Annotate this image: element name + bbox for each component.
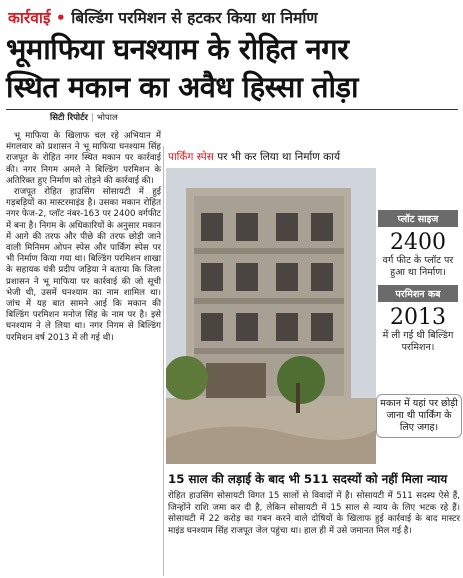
byline-separator: | bbox=[90, 113, 94, 123]
byline-city: भोपाल bbox=[96, 113, 118, 123]
headline bbox=[6, 30, 458, 106]
column-divider bbox=[163, 146, 164, 576]
headline-line-1: भूमाफिया घनश्याम के रोहित नगर bbox=[6, 32, 349, 66]
sub-article-body: रोहित हाउसिंग सोसायटी विगत 15 सालों से विवादों में है। सोसायटी में 511 सदस्य ऐसे हैं, जिन्होंने राशि जमा कर दी है, लेकिन सोसायटी में 15 साल से न्याय के लिए भटक रहे हैं। सोसायटी में 22 करोड़ का गबन करने वाले दोषियों के खिलाफ हुई कार्रवाई के बाद मास्टर माइंड घनश्याम सिंह राजपूत जेल पहुंचा था। हाल ही में उसे जमानत मिल गई है। bbox=[168, 491, 460, 536]
photo-caption-highlight: पार्किंग स्पेस bbox=[168, 151, 214, 163]
fact-sidebar bbox=[378, 210, 458, 360]
headline-rule bbox=[6, 109, 458, 110]
photo-caption-text: पर भी कर लिया था निर्माण कार्य bbox=[213, 151, 341, 163]
kicker-line bbox=[8, 6, 458, 28]
building-photo bbox=[166, 168, 376, 464]
headline-line-2: स्थित मकान का अवैध हिस्सा तोड़ा bbox=[6, 70, 359, 104]
article-body bbox=[6, 131, 161, 344]
byline-reporter: सिटी रिपोर्टर bbox=[50, 113, 88, 123]
fact-permission-text: में ली गई थी बिल्डिंग परमिशन। bbox=[382, 330, 454, 353]
kicker-bullet: • bbox=[55, 9, 66, 27]
article-paragraph-2: राजपूत रोहित हाउसिंग सोसायटी में हुई गड़बड़ियों का मास्टरमाइंड है। उसका मकान रोहित नगर फेज-2, प्लॉट नंबर-163 पर 2400 वर्गफीट में बना है। निगम के अधिकारियों के अनुसार मकान में आगे की तरफ और पीछे की तरफ छोड़ी जाने वाली मिनिमम ओपन स्पेस और पार्किंग स्पेस पर भी निर्माण किया गया था। बिल्डिंग परमिशन शाखा के सहायक यंत्री प्रदीप जड़िया ने बताया कि जिला प्रशासन ने भू माफिया पर कार्रवाई की जो सूची भेजी थी, उसमें घनश्याम का नाम शामिल था। जांच में यह बात सामने आई कि मकान की बिल्डिंग परमिशन मनोज सिंह के नाम पर है। इसे घनश्याम ने ले लिया था। नगर निगम से बिल्डिंग परमिशन वर्ष 2013 में ली गई थी। bbox=[6, 187, 161, 343]
fact-plot-size-tag: प्लॉट साइज bbox=[378, 210, 458, 227]
parking-callout: मकान में यहां पर छोड़ी जाना थी पार्किंग के लिए जगह। bbox=[376, 394, 462, 438]
kicker-text: बिल्डिंग परमिशन से हटकर किया था निर्माण bbox=[71, 9, 318, 27]
sub-headline: 15 साल की लड़ाई के बाद भी 511 सदस्यों को नहीं मिला न्याय bbox=[168, 472, 448, 486]
fact-permission-tag: परमिशन कब bbox=[378, 285, 458, 302]
fact-plot-size-text: वर्ग फीट के प्लॉट पर हुआ था निर्माण। bbox=[382, 255, 454, 278]
kicker-tag: कार्रवाई bbox=[8, 9, 51, 27]
fact-plot-size-number: 2400 bbox=[390, 230, 446, 255]
photo-caption bbox=[168, 150, 340, 164]
building-illustration bbox=[166, 168, 376, 464]
byline bbox=[50, 112, 118, 123]
fact-permission-year: 2013 bbox=[390, 305, 446, 330]
article-paragraph-1: भू माफिया के खिलाफ चल रहे अभियान में मंगलवार को प्रशासन ने भू माफिया घनश्याम सिंह राजपूत के रोहित नगर स्थित मकान पर कार्रवाई की। नगर निगम अमले ने बिल्डिंग परमिशन के अतिरिक्त हुए निर्माण को तोड़ने की कार्रवाई की। bbox=[6, 131, 161, 186]
